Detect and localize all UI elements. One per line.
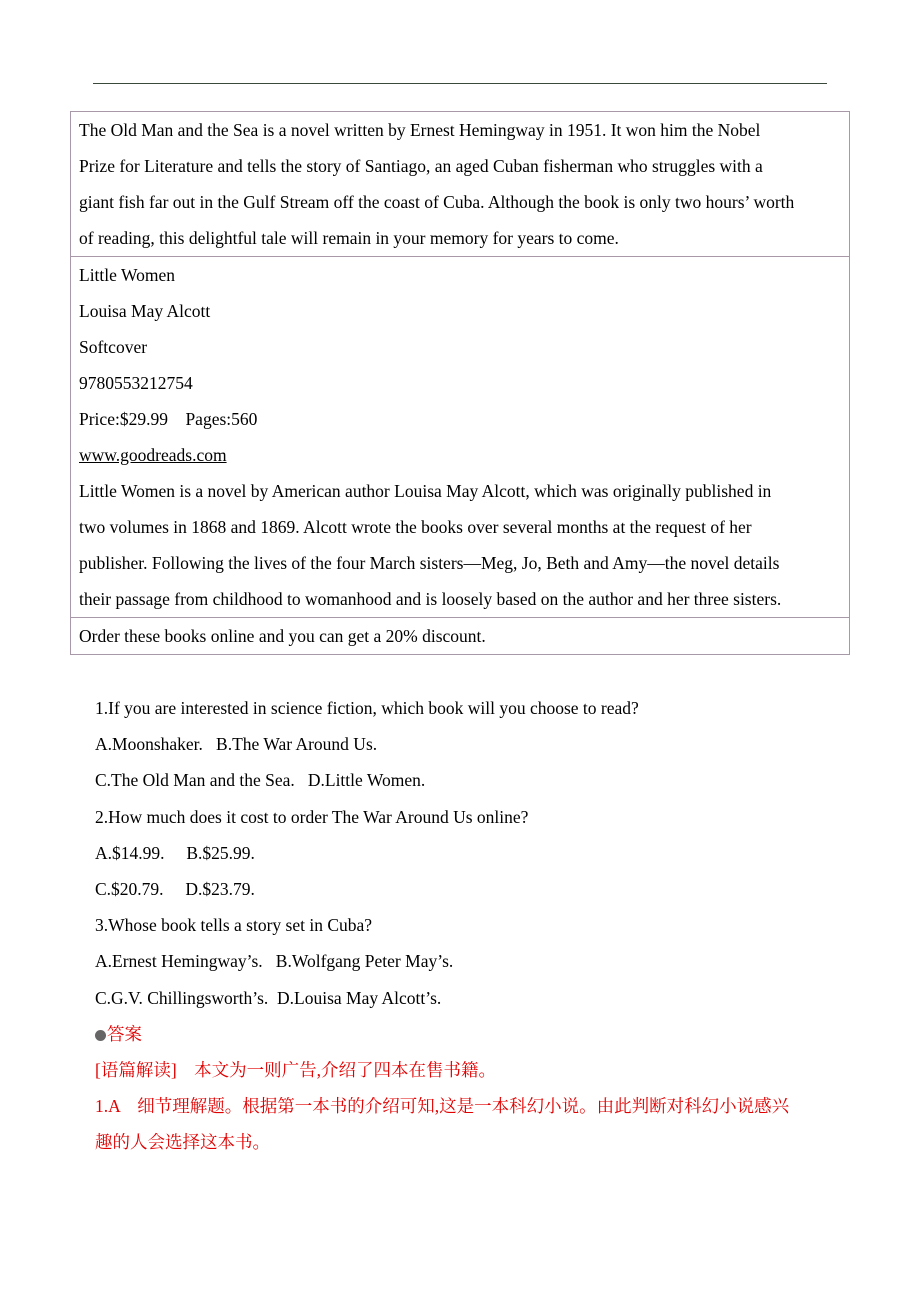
question-line: A.Moonshaker. B.The War Around Us.: [95, 734, 378, 755]
book3-desc-line: of reading, this delightful tale will remain in your memory for years to come.: [79, 228, 619, 248]
book-isbn: 9780553212754: [79, 373, 193, 393]
answer-line: 趣的人会选择这本书。: [95, 1131, 270, 1152]
answer-icon: [95, 1030, 106, 1041]
answer-section: [95, 1016, 840, 1160]
book4-desc-line: Little Women is a novel by American author Louisa May Alcott, which was originally published in: [79, 481, 772, 501]
question-line: 3.Whose book tells a story set in Cuba?: [95, 915, 373, 936]
question-line: 1.If you are interested in science fiction, which book will you choose to read?: [95, 698, 639, 718]
table-row: [71, 112, 850, 257]
books-table: [70, 111, 850, 655]
table-row: [71, 257, 850, 618]
answer-line: 1.A 细节理解题。根据第一本书的介绍可知,这是一本科幻小说。由此判断对科幻小说感兴: [95, 1095, 790, 1116]
discount-note: Order these books online and you can get a 20% discount.: [71, 618, 850, 655]
questions: [95, 690, 840, 1016]
lower-content: [95, 690, 840, 1160]
question-line: 2.How much does it cost to order The War Around Us online?: [95, 806, 529, 827]
question-line: A.Ernest Hemingway’s. B.Wolfgang Peter May’s.: [95, 951, 454, 972]
book-link[interactable]: www.goodreads.com: [79, 445, 227, 465]
book4-desc-line: two volumes in 1868 and 1869. Alcott wrote the books over several months at the request of her: [79, 517, 752, 537]
table-row: [71, 618, 850, 655]
question-line: C.The Old Man and the Sea. D.Little Women.: [95, 770, 426, 791]
question-line: C.G.V. Chillingsworth’s. D.Louisa May Alcott’s.: [95, 987, 442, 1008]
book-price-pages: Price:$29.99 Pages:560: [79, 409, 258, 429]
book3-desc-line: Prize for Literature and tells the story of Santiago, an aged Cuban fisherman who struggles with a: [79, 156, 763, 176]
answer-line: [语篇解读] 本文为一则广告,介绍了四本在售书籍。: [95, 1059, 497, 1080]
question-line: C.$20.79. D.$23.79.: [95, 879, 255, 900]
header-rule: [93, 83, 827, 84]
answer-heading: 答案: [107, 1023, 142, 1044]
book-author: Louisa May Alcott: [79, 301, 211, 321]
question-line: A.$14.99. B.$25.99.: [95, 842, 255, 863]
book3-desc-line: The Old Man and the Sea is a novel written by Ernest Hemingway in 1951. It won him the Nobel: [79, 120, 761, 140]
book4-desc-line: publisher. Following the lives of the four March sisters—Meg, Jo, Beth and Amy—the novel details: [79, 553, 780, 573]
book-format: Softcover: [79, 337, 148, 357]
book-title: Little Women: [79, 265, 175, 285]
book4-desc-line: their passage from childhood to womanhood and is loosely based on the author and her three sisters.: [79, 589, 782, 609]
book3-desc-line: giant fish far out in the Gulf Stream off the coast of Cuba. Although the book is only two hours’ worth: [79, 192, 795, 212]
